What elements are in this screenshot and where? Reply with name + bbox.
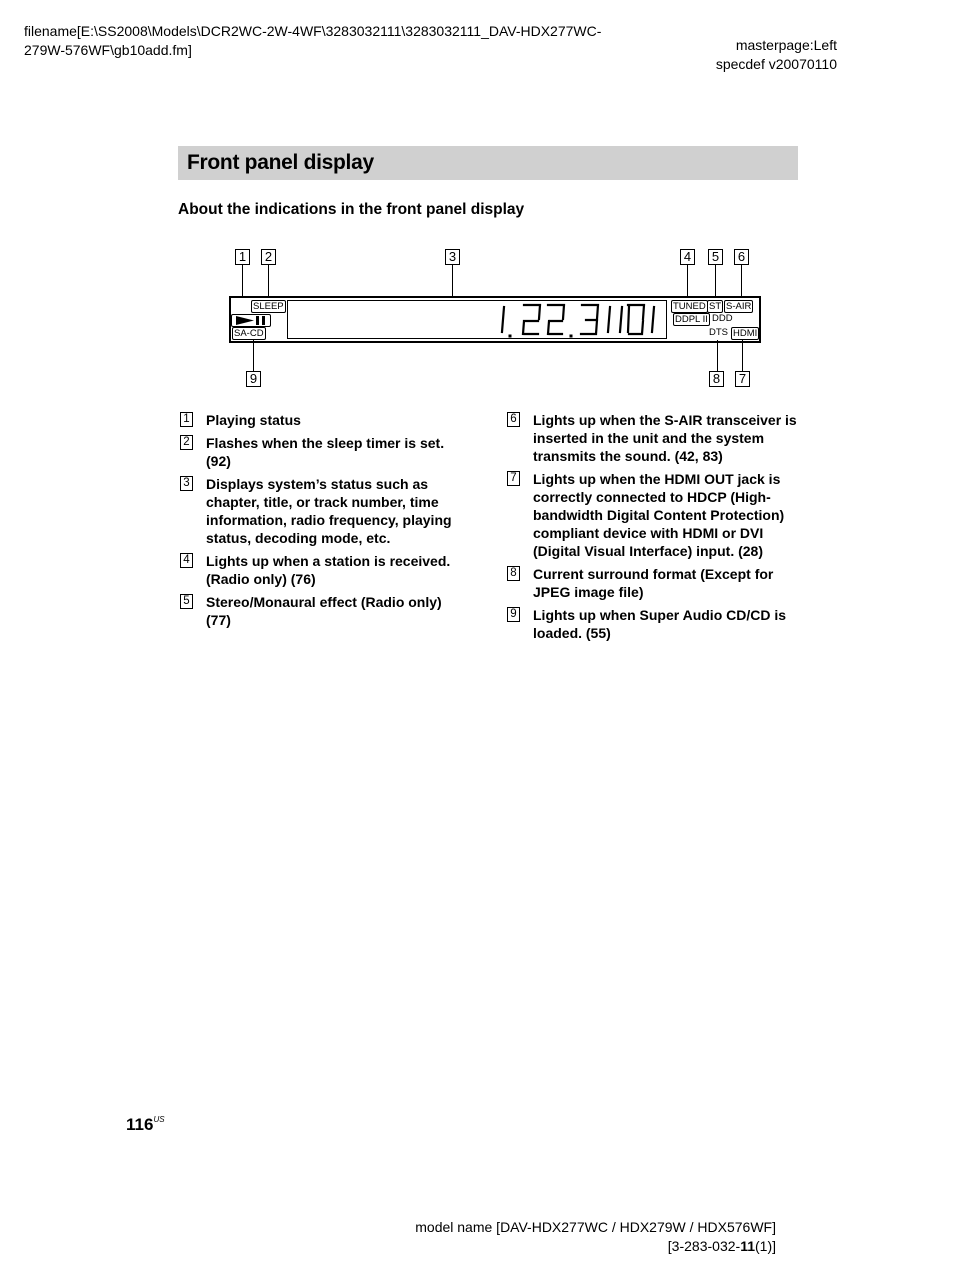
list-item — [178, 475, 468, 547]
segment-digits — [288, 301, 666, 338]
page-suffix: US — [153, 1115, 165, 1124]
indication-list-right — [505, 411, 801, 647]
header-filename: filename[E:\SS2008\Models\DCR2WC-2W-4WF\3283032111\3283032111_DAV-HDX277WC-279W-576WF\gb10add.fm] — [24, 23, 602, 58]
callout-3: 3 — [445, 249, 460, 265]
footer-code-prefix: [3-283-032- — [667, 1238, 741, 1254]
item-text: Displays system’s status such as chapter, title, or track number, time information, radio frequency, playing status, decoding mode, etc. — [206, 476, 452, 546]
callout-7: 7 — [735, 371, 750, 387]
header-masterpage: masterpage:Left — [735, 37, 837, 53]
list-item — [178, 434, 468, 470]
callout-1: 1 — [235, 249, 250, 265]
sleep-indicator: SLEEP — [253, 301, 284, 312]
item-number: 4 — [180, 553, 193, 568]
page-number — [126, 1115, 165, 1135]
segment-display-area — [287, 300, 667, 339]
subtitle: About the indications in the front panel display — [178, 201, 525, 218]
dts-indicator: DTS — [709, 327, 728, 338]
item-number: 2 — [180, 435, 193, 450]
leader-line-9 — [253, 340, 254, 371]
list-item — [178, 593, 468, 629]
item-number: 6 — [507, 412, 520, 427]
item-number: 8 — [507, 566, 520, 581]
list-item — [505, 606, 801, 642]
footer — [415, 1218, 776, 1256]
list-item — [505, 565, 801, 601]
footer-model: model name [DAV-HDX277WC / HDX279W / HDX576WF] — [415, 1219, 776, 1235]
item-number: 5 — [180, 594, 193, 609]
ddd-indicator: DDD — [712, 313, 733, 324]
item-text: Lights up when the HDMI OUT jack is correctly connected to HDCP (High-bandwidth Digital Content Protection) compliant device with HDMI or DVI (Digital Visual Interface) input. (28) — [533, 471, 785, 559]
list-item — [505, 470, 801, 560]
item-text: Stereo/Monaural effect (Radio only) (77) — [206, 594, 442, 628]
play-pause-icon — [232, 315, 270, 326]
tuned-indicator: TUNED — [673, 301, 706, 312]
item-number: 9 — [507, 607, 520, 622]
callout-8: 8 — [709, 371, 724, 387]
st-indicator: ST — [709, 301, 722, 312]
play-pause-indicator — [231, 314, 271, 327]
callout-4: 4 — [680, 249, 695, 265]
footer-code — [415, 1237, 776, 1256]
item-text: Current surround format (Except for JPEG image file) — [533, 566, 774, 600]
item-text: Playing status — [206, 412, 301, 428]
item-text: Lights up when Super Audio CD/CD is loaded. (55) — [533, 607, 787, 641]
list-item — [178, 411, 468, 429]
leader-line-7 — [742, 340, 743, 371]
footer-code-bold: 11 — [740, 1238, 755, 1254]
dolby-pl-indicator: DDPL II — [675, 314, 708, 325]
item-text: Lights up when the S-AIR transceiver is inserted in the unit and the system transmits the sound. (42, 83) — [533, 412, 797, 464]
s-air-indicator: S-AIR — [726, 301, 752, 312]
callout-6: 6 — [734, 249, 749, 265]
item-text: Lights up when a station is received. (Radio only) (76) — [206, 553, 451, 587]
item-number: 7 — [507, 471, 520, 486]
footer-code-suffix: (1)] — [755, 1238, 776, 1254]
leader-line-8 — [717, 340, 718, 371]
list-item — [178, 552, 468, 588]
item-number: 3 — [180, 476, 193, 491]
page-number-value: 116 — [126, 1115, 154, 1134]
indication-list-left — [178, 411, 468, 634]
item-number: 1 — [180, 412, 193, 427]
list-item — [505, 411, 801, 465]
item-text: Flashes when the sleep timer is set. (92) — [206, 435, 445, 469]
header-specdef: specdef v20070110 — [715, 56, 837, 72]
callout-5: 5 — [708, 249, 723, 265]
sa-cd-indicator: SA-CD — [234, 328, 264, 339]
header-meta — [716, 36, 837, 74]
callout-9: 9 — [246, 371, 261, 387]
section-title: Front panel display — [187, 151, 374, 174]
callout-2: 2 — [261, 249, 276, 265]
hdmi-indicator: HDMI — [733, 328, 758, 339]
section-title-bar — [178, 146, 798, 180]
